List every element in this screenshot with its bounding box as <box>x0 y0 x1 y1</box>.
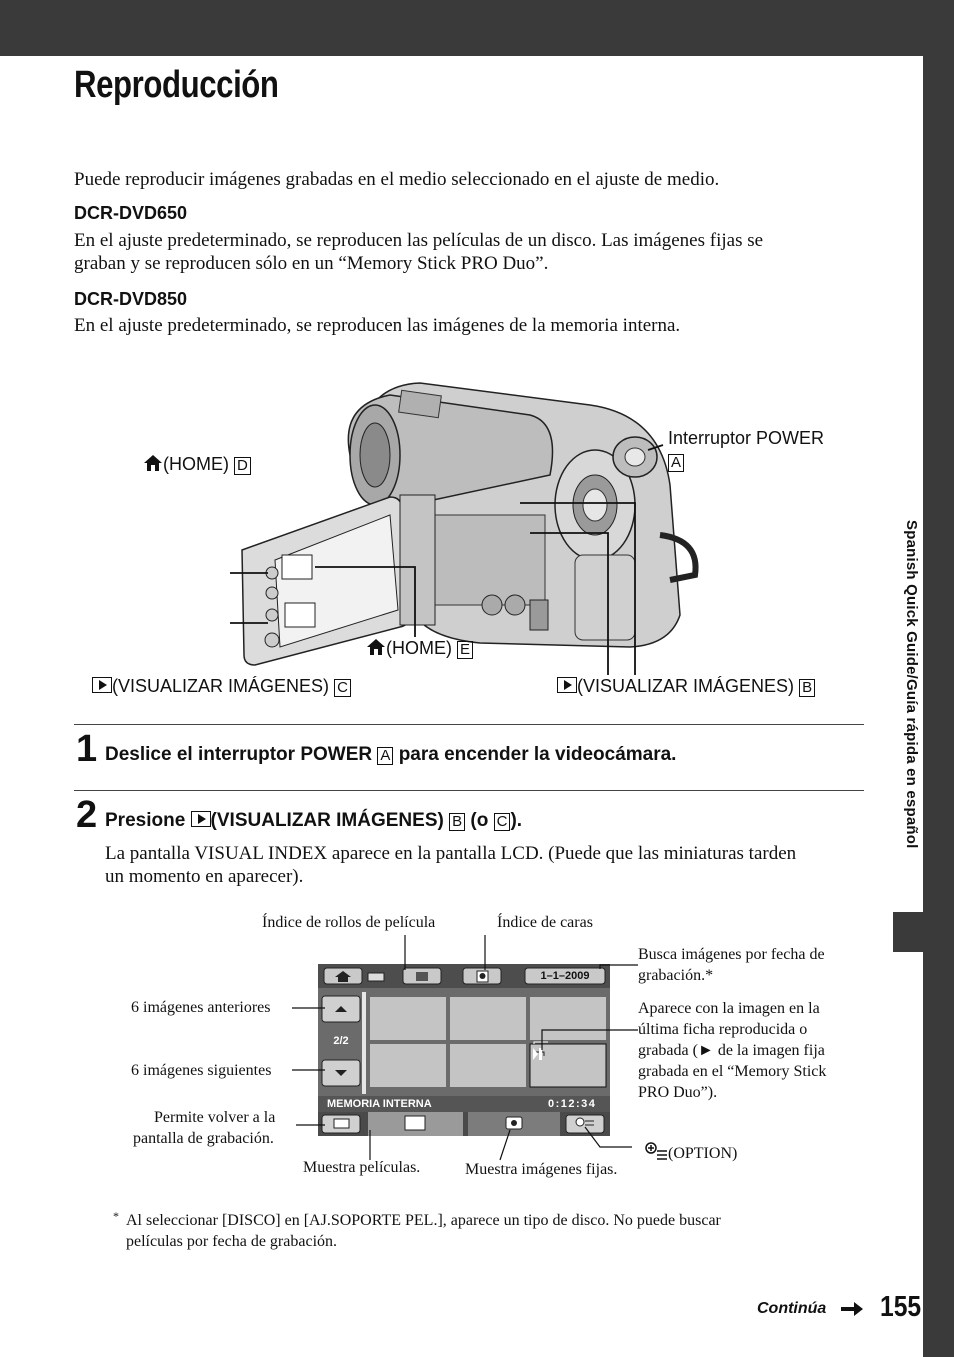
next-6-label: 6 imágenes siguientes <box>131 1062 272 1079</box>
side-tab-label: Spanish Quick Guide/Guía rápida en español <box>903 520 920 849</box>
last-image-label-3: grabada (► de la imagen fija <box>638 1042 825 1059</box>
last-image-label-5: PRO Duo”). <box>638 1084 718 1101</box>
home-icon <box>143 454 163 472</box>
last-image-label-2: última ficha reproducida o <box>638 1021 808 1038</box>
letter-e: E <box>457 641 473 659</box>
prev-6-label: 6 imágenes anteriores <box>131 999 271 1016</box>
step-2-desc-line2: un momento en aparecer). <box>105 866 304 887</box>
home-icon <box>366 638 386 656</box>
section-heading-dvd850: DCR-DVD850 <box>74 289 188 309</box>
date-search-label-2: grabación.* <box>638 967 714 984</box>
face-index-label: Índice de caras <box>497 914 593 931</box>
last-image-label-1: Aparece con la imagen en la <box>638 1000 820 1017</box>
option-label: (OPTION) <box>644 1141 737 1164</box>
play-icon <box>92 677 112 693</box>
step-1-number: 1 <box>76 728 98 770</box>
screen-memory-label: MEMORIA INTERNA <box>327 1098 432 1110</box>
play-icon <box>557 677 577 693</box>
view-b-callout: (VISUALIZAR IMÁGENES) B <box>557 676 815 697</box>
page-number: 155 <box>880 1291 922 1323</box>
continues-label: Continúa <box>757 1300 827 1317</box>
section-heading-dvd650: DCR-DVD650 <box>74 203 188 223</box>
screen-callout-lines <box>280 935 660 1175</box>
power-letter-wrap <box>668 451 684 472</box>
letter-a: A <box>377 747 393 765</box>
section-text-dvd650-line2: graban y se reproducen sólo en un “Memory Stick PRO Duo”. <box>74 253 549 274</box>
power-switch-label: Interruptor POWER <box>668 428 825 448</box>
movies-label: Muestra películas. <box>303 1159 421 1176</box>
back-to-rec-label-1: Permite volver a la <box>154 1109 276 1126</box>
section-text-dvd650-line1: En el ajuste predeterminado, se reproducen las películas de un disco. Las imágenes fijas se <box>74 230 764 251</box>
step-2-number: 2 <box>76 794 98 836</box>
footnote-line2: películas por fecha de grabación. <box>126 1233 338 1250</box>
top-bar <box>0 0 954 56</box>
option-icon <box>644 1141 668 1161</box>
screen-time-label: 0:12:34 <box>548 1098 597 1110</box>
step-2-text: Presione (VISUALIZAR IMÁGENES) B (o C ). <box>105 810 523 831</box>
step-2-desc-line1: La pantalla VISUAL INDEX aparece en la pantalla LCD. (Puede que las miniaturas tarden <box>105 843 797 864</box>
divider <box>74 724 864 725</box>
film-roll-index-label: Índice de rollos de película <box>262 914 436 931</box>
back-to-rec-label-2: pantalla de grabación. <box>133 1130 274 1147</box>
last-image-label-4: grabada en el “Memory Stick <box>638 1063 827 1080</box>
screen-date-button[interactable]: 1–1–2009 <box>540 970 590 982</box>
intro-text: Puede reproducir imágenes grabadas en el medio seleccionado en el ajuste de medio. <box>74 169 720 190</box>
letter-b: B <box>799 679 815 697</box>
play-triangle-icon: ► <box>697 1042 714 1059</box>
screen-page-indicator: 2/2 <box>333 1035 349 1047</box>
letter-d: D <box>234 457 251 475</box>
play-icon <box>191 811 211 827</box>
footnote-line1: Al seleccionar [DISCO] en [AJ.SOPORTE PEL.], aparece un tipo de disco. No puede buscar <box>126 1212 721 1229</box>
page-title: Reproducción <box>74 64 279 106</box>
arrow-right-icon <box>841 1302 863 1316</box>
step-1-text: Deslice el interruptor POWER A para encender la videocámara. <box>105 744 677 765</box>
letter-c: C <box>334 679 351 697</box>
camcorder-illustration <box>230 375 710 675</box>
date-search-label-1: Busca imágenes por fecha de <box>638 946 825 963</box>
view-c-callout: (VISUALIZAR IMÁGENES) C <box>92 676 351 697</box>
letter-b: B <box>449 813 465 831</box>
side-bar <box>923 56 954 1357</box>
stills-label: Muestra imágenes fijas. <box>465 1161 618 1178</box>
letter-c: C <box>494 813 511 831</box>
section-text-dvd850: En el ajuste predeterminado, se reproducen las imágenes de la memoria interna. <box>74 315 681 336</box>
footnote-mark: * <box>113 1209 119 1223</box>
home-e-callout: (HOME) E <box>366 638 473 659</box>
divider <box>74 790 864 791</box>
home-d-callout: (HOME) D <box>143 454 251 475</box>
letter-a: A <box>668 454 684 472</box>
side-tab-marker <box>893 912 923 952</box>
